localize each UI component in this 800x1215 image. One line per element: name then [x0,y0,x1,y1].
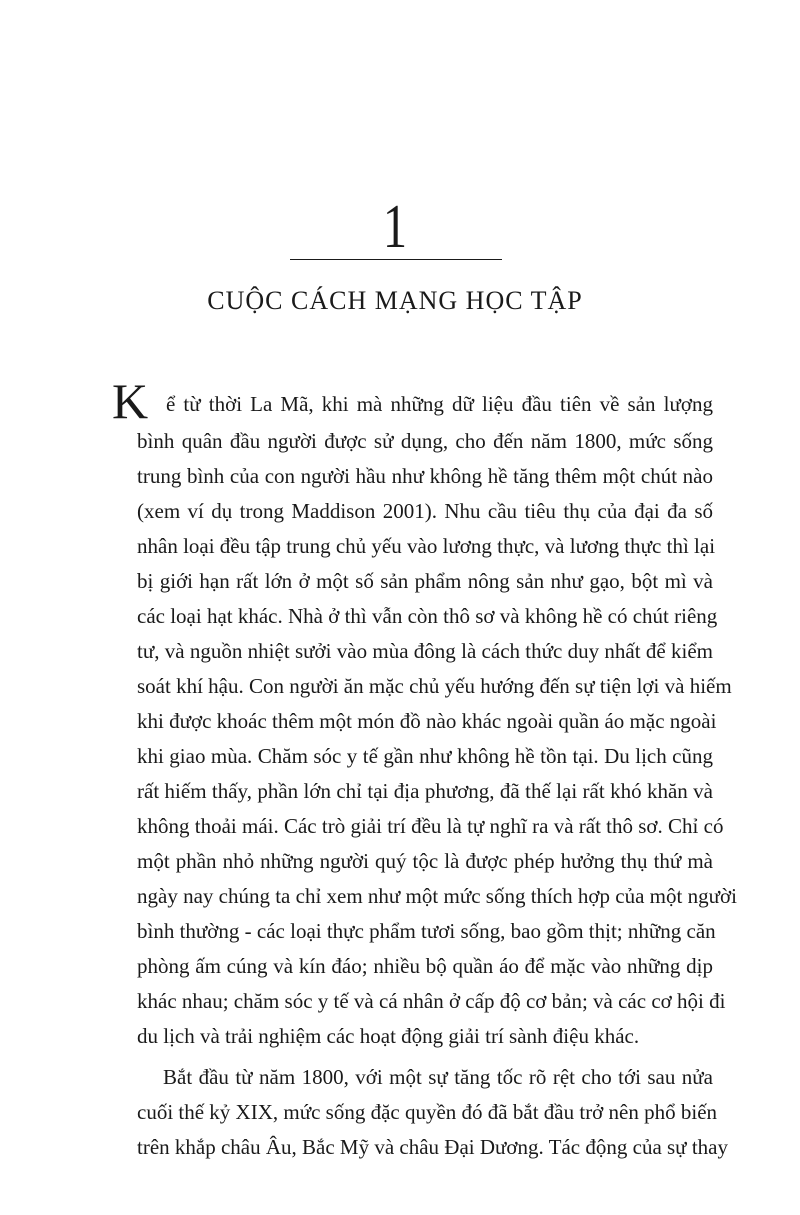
text-line: Bắt đầu từ năm 1800, với một sự tăng tốc rõ rệt cho tới sau nửa [163,1065,713,1089]
drop-cap: K [112,373,149,429]
text-line: khi được khoác thêm một món đồ nào khác ngoài quần áo mặc ngoài [137,709,717,733]
text-line: trên khắp châu Âu, Bắc Mỹ và châu Đại Dương. Tác động của sự thay [137,1135,728,1159]
text-line: phòng ấm cúng và kín đáo; nhiều bộ quần áo để mặc vào những dịp [137,954,713,978]
text-line: một phần nhỏ những người quý tộc là được phép hưởng thụ thứ mà [137,849,713,873]
chapter-rule [290,259,502,260]
text-line: bình thường - các loại thực phẩm tươi sống, bao gồm thịt; những căn [137,919,716,943]
text-line: nhân loại đều tập trung chủ yếu vào lương thực, và lương thực thì lại [137,534,716,558]
text-line: rất hiếm thấy, phần lớn chỉ tại địa phương, đã thế lại rất khó khăn và [137,779,713,803]
text-line: cuối thế kỷ XIX, mức sống đặc quyền đó đã bắt đầu trở nên phổ biến [137,1100,718,1124]
chapter-number: 1 [382,193,408,261]
text-line: bị giới hạn rất lớn ở một số sản phẩm nông sản như gạo, bột mì và [137,569,713,593]
text-line: soát khí hậu. Con người ăn mặc chủ yếu hướng đến sự tiện lợi và hiếm [137,674,732,698]
text-line: trung bình của con người hầu như không hề tăng thêm một chút nào [137,464,713,488]
chapter-title: CUỘC CÁCH MẠNG HỌC TẬP [207,286,583,315]
text-line: khác nhau; chăm sóc y tế và cá nhân ở cấp độ cơ bản; và các cơ hội đi [137,989,726,1013]
text-line: (xem ví dụ trong Maddison 2001). Nhu cầu tiêu thụ của đại đa số [137,499,713,523]
text-line: du lịch và trải nghiệm các hoạt động giải trí sành điệu khác. [137,1024,640,1048]
text-line: tư, và nguồn nhiệt sưởi vào mùa đông là cách thức duy nhất để kiểm [137,639,713,663]
text-line: ể từ thời La Mã, khi mà những dữ liệu đầu tiên về sản lượng [166,392,713,416]
text-line: các loại hạt khác. Nhà ở thì vẫn còn thô sơ và không hề có chút riêng [137,604,718,628]
text-line: bình quân đầu người được sử dụng, cho đến năm 1800, mức sống [137,429,713,453]
text-line: ngày nay chúng ta chỉ xem như một mức sống thích hợp của một người [137,884,737,908]
text-line: không thoải mái. Các trò giải trí đều là tự nghĩ ra và rất thô sơ. Chỉ có [137,814,724,838]
text-line: khi giao mùa. Chăm sóc y tế gần như không hề tồn tại. Du lịch cũng [137,744,713,768]
